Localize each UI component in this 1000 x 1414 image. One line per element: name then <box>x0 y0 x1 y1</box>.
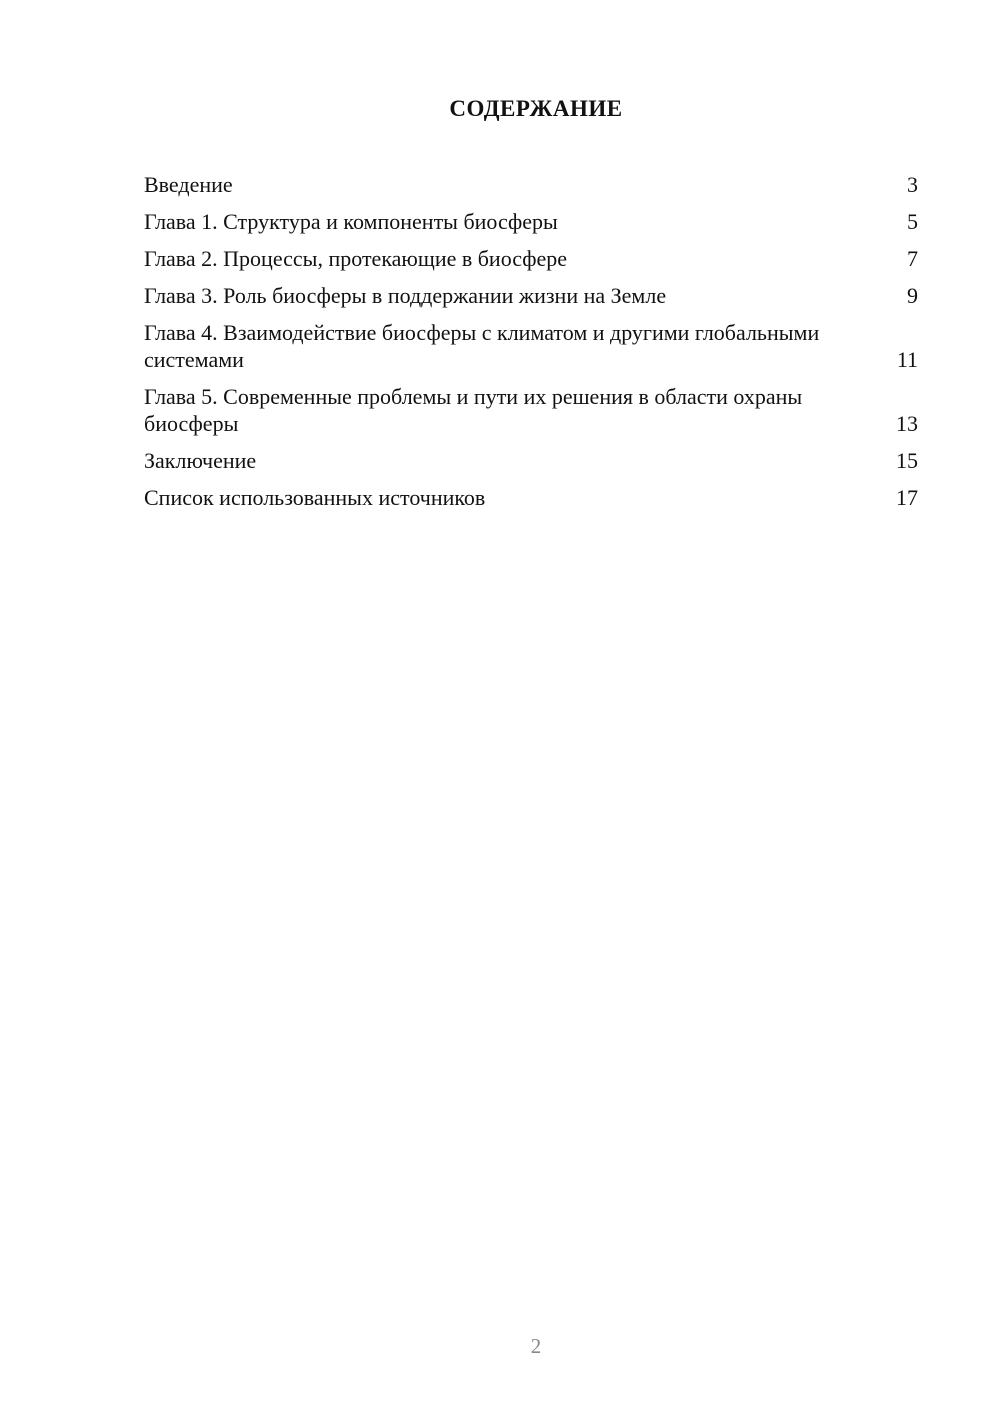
toc-entry-chapter-3 <box>144 282 918 309</box>
toc-entry-text: Глава 4. Взаимодействие биосферы с климатом и другими глобальными системами <box>144 320 820 372</box>
page-title: СОДЕРЖАНИЕ <box>449 96 623 121</box>
toc-entry-page: 13 <box>896 411 918 436</box>
toc-entry-conclusion <box>144 447 918 474</box>
page-number: 2 <box>530 1334 542 1358</box>
table-of-contents <box>144 171 918 521</box>
toc-entry-page: 7 <box>907 246 918 271</box>
toc-entry-page: 11 <box>896 347 918 372</box>
toc-entry-text: Введение <box>144 172 233 197</box>
toc-entry-page: 17 <box>896 485 918 510</box>
toc-entry-text: Заключение <box>144 448 257 473</box>
toc-entry-page: 15 <box>896 448 918 473</box>
toc-entry-chapter-4 <box>144 319 918 373</box>
toc-entry-text: Глава 1. Структура и компоненты биосферы <box>144 209 558 234</box>
toc-entry-text: Глава 2. Процессы, протекающие в биосфере <box>144 246 568 271</box>
toc-entry-page: 9 <box>907 283 918 308</box>
toc-entry-text: Список использованных источников <box>144 485 486 510</box>
toc-entry-text: Глава 5. Современные проблемы и пути их решения в области охраны биосферы <box>144 384 803 436</box>
toc-entry-references <box>144 484 918 511</box>
toc-entry-text: Глава 3. Роль биосферы в поддержании жизни на Земле <box>144 283 667 308</box>
toc-entry-chapter-2 <box>144 245 918 272</box>
toc-entry-page: 3 <box>907 172 918 197</box>
toc-entry-chapter-1 <box>144 208 918 235</box>
toc-entry-introduction <box>144 171 918 198</box>
toc-entry-page: 5 <box>907 209 918 234</box>
toc-entry-chapter-5 <box>144 383 918 437</box>
